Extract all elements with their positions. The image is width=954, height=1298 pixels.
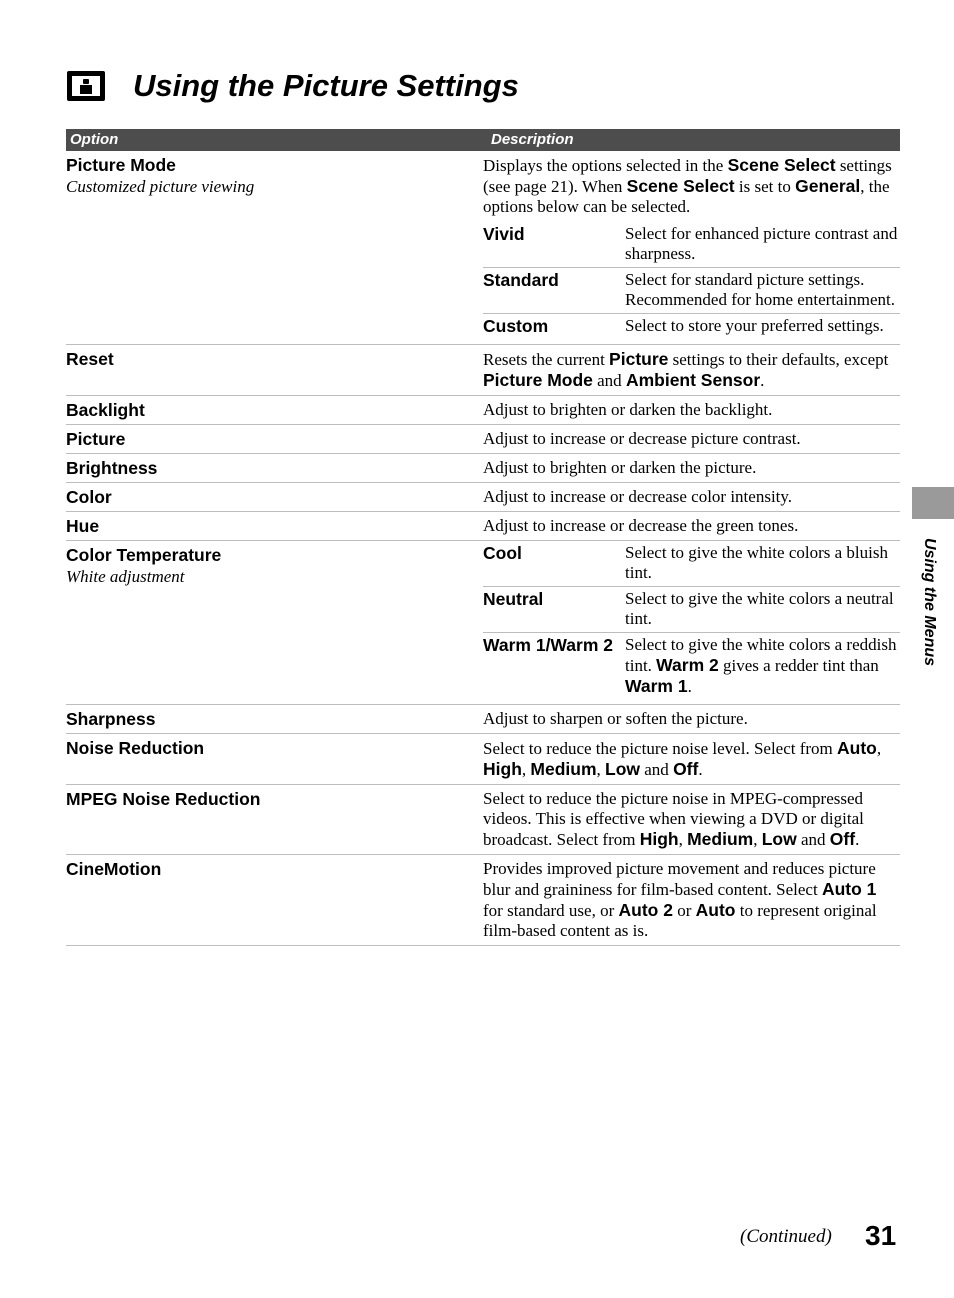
- option-name: Picture: [66, 429, 126, 449]
- column-header-option: Option: [66, 129, 483, 151]
- sub-option-name: Standard: [483, 270, 559, 290]
- sub-option-row: [483, 222, 900, 268]
- sub-option-row: [483, 314, 900, 341]
- table-row: [66, 512, 900, 541]
- bold-term: Off: [829, 829, 856, 849]
- bold-term: High: [483, 759, 522, 779]
- bold-term: Picture Mode: [483, 370, 593, 390]
- option-name: Reset: [66, 349, 114, 369]
- option-name: Brightness: [66, 458, 158, 478]
- bold-term: Low: [761, 829, 797, 849]
- sub-option-name: Cool: [483, 543, 522, 563]
- option-name: Backlight: [66, 400, 145, 420]
- option-description: Resets the current Picture settings to their defaults, except Picture Mode and Ambient Sensor.: [483, 349, 889, 390]
- bold-term: Auto: [695, 900, 736, 920]
- settings-table: [66, 129, 900, 946]
- bold-term: Auto: [837, 738, 877, 758]
- sub-option-name: Vivid: [483, 224, 525, 244]
- option-name: Hue: [66, 516, 100, 536]
- table-row: [66, 345, 900, 396]
- table-row: [66, 705, 900, 734]
- section-side-label: Using the Menus: [921, 538, 938, 667]
- bold-term: General: [795, 176, 861, 196]
- sub-option-row: [483, 541, 900, 587]
- bold-term: Auto 2: [618, 900, 673, 920]
- color-temperature-options: [483, 541, 900, 700]
- table-row: [66, 396, 900, 425]
- sub-option-name: Neutral: [483, 589, 544, 609]
- bold-term: Medium: [530, 759, 597, 779]
- sub-option-name: Custom: [483, 316, 549, 336]
- table-row: [66, 734, 900, 785]
- option-name: Color Temperature: [66, 545, 222, 565]
- bold-term: Picture: [609, 349, 669, 369]
- table-row: [66, 425, 900, 454]
- bold-term: High: [639, 829, 679, 849]
- picture-mode-options: [483, 222, 900, 340]
- option-subtitle: White adjustment: [66, 567, 185, 586]
- sub-option-row: [483, 633, 900, 701]
- sub-option-description: Select to give the white colors a reddish tint. Warm 2 gives a redder tint than Warm 1.: [625, 633, 900, 701]
- bold-term: Auto 1: [821, 879, 877, 899]
- sub-option-description: Select to give the white colors a neutral tint.: [625, 587, 900, 633]
- option-name: MPEG Noise Reduction: [66, 789, 261, 809]
- option-description: Adjust to sharpen or soften the picture.: [483, 705, 900, 734]
- bold-term: Ambient Sensor: [625, 370, 761, 390]
- option-description: Displays the options selected in the Scene Select settings (see page 21). When Scene Select is set to General, the options below can be selected.: [483, 155, 892, 216]
- option-subtitle: Customized picture viewing: [66, 177, 255, 196]
- option-name: CineMotion: [66, 859, 162, 879]
- option-name: Sharpness: [66, 709, 156, 729]
- sub-option-description: Select for standard picture settings. Recommended for home entertainment.: [625, 268, 900, 314]
- table-row: [66, 454, 900, 483]
- bold-term: Scene Select: [626, 176, 735, 196]
- table-row: [66, 855, 900, 946]
- option-description: Select to reduce the picture noise level. Select from Auto, High, Medium, Low and Off.: [483, 738, 882, 779]
- page-number: 31: [865, 1220, 897, 1251]
- bold-term: Low: [605, 759, 641, 779]
- picture-settings-icon: [67, 71, 105, 101]
- option-name: Color: [66, 487, 112, 507]
- option-description: Adjust to brighten or darken the picture.: [483, 454, 900, 483]
- sub-option-row: [483, 587, 900, 633]
- sub-option-description: Select for enhanced picture contrast and sharpness.: [625, 224, 898, 263]
- option-description: Adjust to increase or decrease color intensity.: [483, 483, 900, 512]
- option-description: Provides improved picture movement and reduces picture blur and graininess for film-based content. Select Auto 1 for standard use, or Auto 2 or Auto to represent original film-based content as is.: [483, 859, 877, 940]
- sub-option-description: Select to give the white colors a bluish tint.: [625, 543, 888, 582]
- table-row: [66, 151, 900, 345]
- option-description: Adjust to increase or decrease the green tones.: [483, 512, 900, 541]
- sub-option-row: [483, 268, 900, 314]
- table-row: [66, 541, 900, 705]
- table-row: [66, 483, 900, 512]
- continued-note: (Continued): [740, 1226, 832, 1247]
- sub-option-name: Warm 1/Warm 2: [483, 635, 613, 655]
- column-header-description: Description: [483, 129, 900, 151]
- option-description: Adjust to increase or decrease picture contrast.: [483, 425, 900, 454]
- bold-term: Scene Select: [727, 155, 836, 175]
- table-row: [66, 785, 900, 855]
- option-description: Select to reduce the picture noise in MPEG-compressed videos. This is effective when viewing a DVD or digital broadcast. Select from High, Medium, Low and Off.: [483, 789, 864, 849]
- option-name: Picture Mode: [66, 155, 176, 175]
- option-name: Noise Reduction: [66, 738, 205, 758]
- bold-term: Off: [673, 759, 699, 779]
- section-tab-marker: [912, 487, 954, 519]
- page-title: Using the Picture Settings: [133, 68, 519, 103]
- bold-term: Medium: [687, 829, 754, 849]
- bold-term: Warm 2: [656, 655, 719, 675]
- option-description: Adjust to brighten or darken the backlight.: [483, 396, 900, 425]
- bold-term: Warm 1: [625, 676, 688, 696]
- sub-option-description: Select to store your preferred settings.: [625, 314, 900, 341]
